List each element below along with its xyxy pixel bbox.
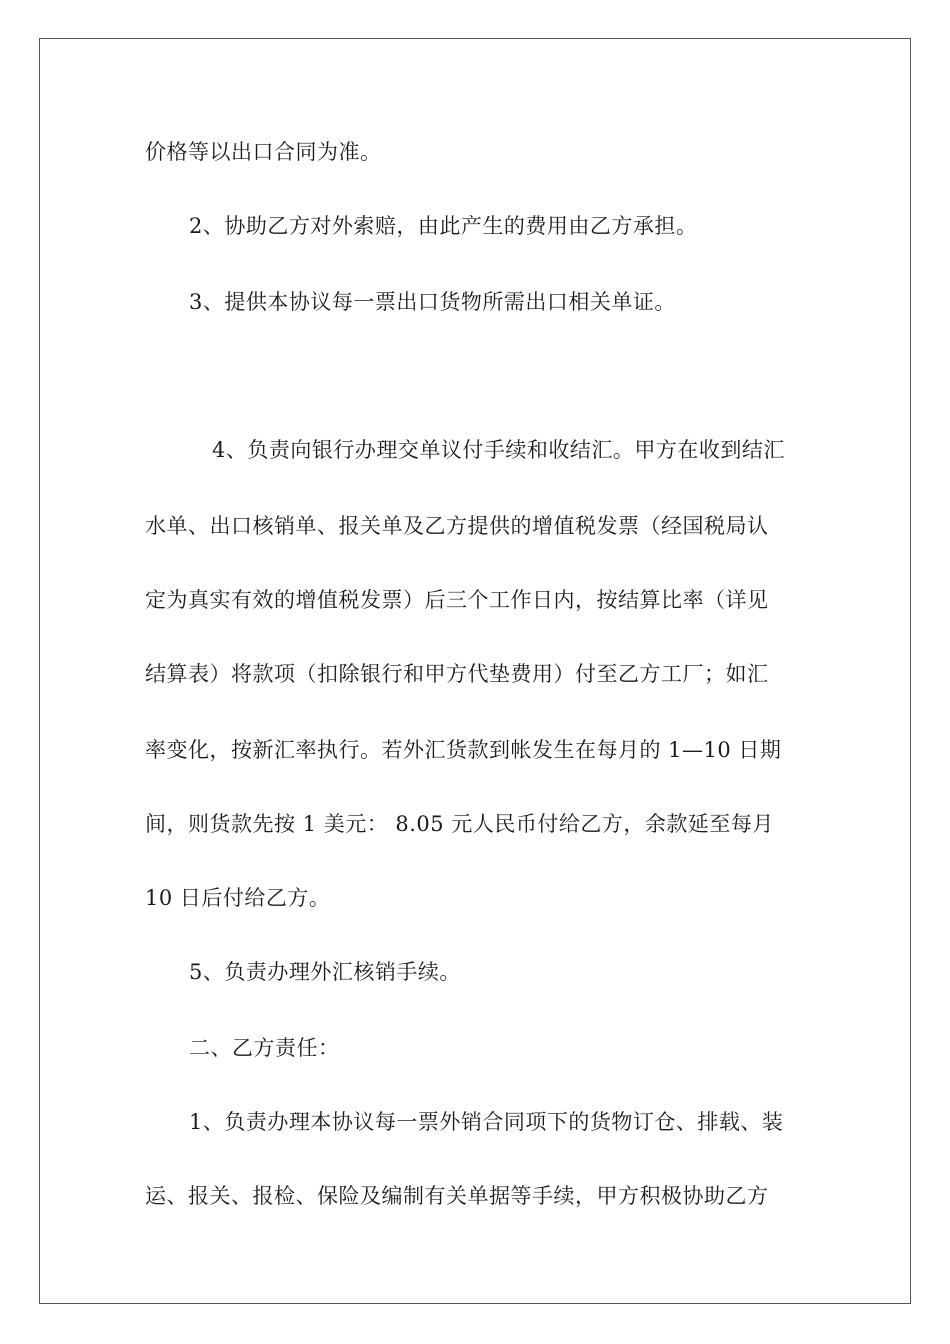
text-line-2: 2、协助乙方对外索赔，由此产生的费用由乙方承担。 (189, 214, 698, 238)
text-line-6: 定为真实有效的增值税发票）后三个工作日内，按结算比率（详见 (145, 588, 769, 612)
text-line-10: 10 日后付给乙方。 (145, 886, 331, 910)
section-heading: 二、乙方责任： (189, 1036, 340, 1060)
text-line-5: 水单、出口核销单、报关单及乙方提供的增值税发票（经国税局认 (145, 514, 769, 538)
text-line-11: 5、负责办理外汇核销手续。 (189, 960, 461, 984)
text-line-9: 间，则货款先按 1 美元： 8.05 元人民币付给乙方，余款延至每月 (145, 812, 774, 836)
text-line-7: 结算表）将款项（扣除银行和甲方代垫费用）付至乙方工厂；如汇 (145, 662, 769, 686)
text-line-4: 4、负责向银行办理交单议付手续和收结汇。甲方在收到结汇 (212, 438, 785, 462)
text-line-1: 价格等以出口合同为准。 (145, 140, 382, 164)
text-line-12: 1、负责办理本协议每一票外销合同项下的货物订仓、排载、装 (189, 1110, 784, 1134)
text-line-8: 率变化，按新汇率执行。若外汇货款到帐发生在每月的 1—10 日期 (145, 738, 782, 762)
text-line-13: 运、报关、报检、保险及编制有关单据等手续，甲方积极协助乙方 (145, 1184, 769, 1208)
text-line-3: 3、提供本协议每一票出口货物所需出口相关单证。 (189, 290, 676, 314)
